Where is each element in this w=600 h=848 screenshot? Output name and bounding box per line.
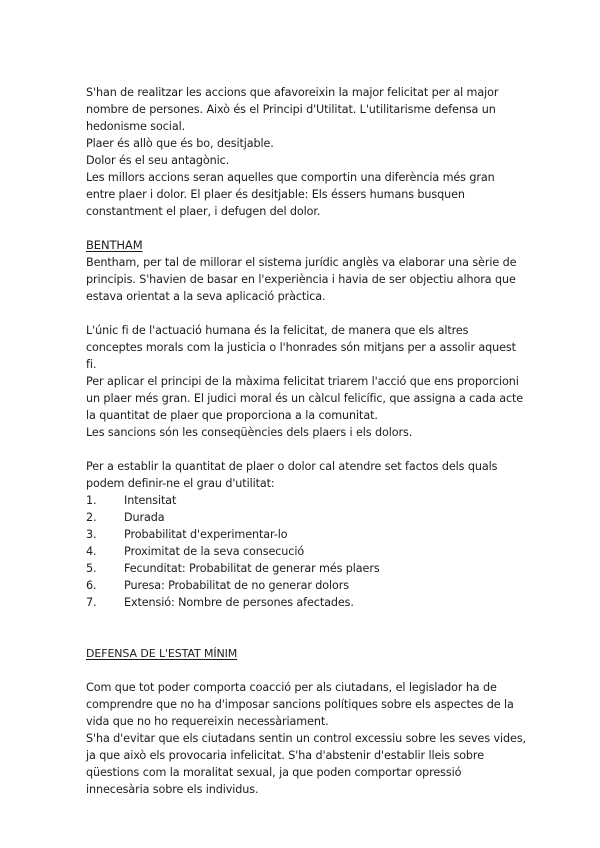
list-item: 4. Proximitat de la seva consecució <box>86 545 305 558</box>
intro-paragraph-1: S'han de realitzar les accions que afavoreixin la major felicitat per al major nombre de persones. Això és el Principi d'Utilitat. L'utilitarisme defensa un hedonisme social. <box>86 86 499 133</box>
list-item: 2. Durada <box>86 511 165 524</box>
bentham-heading: BENTHAM <box>86 238 143 252</box>
list-item: 3. Probabilitat d'experimentar-lo <box>86 528 288 541</box>
intro-paragraph-4: Les millors accions seran aquelles que comportin una diferència més gran entre plaer i dolor. El plaer és desitjable: Els éssers humans busquen constantment el plaer, i defugen del dolor. <box>86 171 495 218</box>
estat-minim-paragraph-1: Com que tot poder comporta coacció per als ciutadans, el legislador ha de comprendre que no ha d'imposar sancions polítiques sobre els aspectes de la vida que no ho requereixin necessàriament. <box>86 681 514 728</box>
estat-minim-paragraph-2: S'ha d'evitar que els ciutadans sentin un control excessiu sobre les seves vides, ja que això els provocaria infelicitat. S'ha d'abstenir d'establir lleis sobre qüestions com la moralitat sexual, ja que poden comportar opressió innecesària sobre els individus. <box>86 732 527 796</box>
list-item: 5. Fecunditat: Probabilitat de generar més plaers <box>86 562 380 575</box>
bentham-paragraph-2c: Les sancions són les conseqüències dels plaers i els dolors. <box>86 426 413 439</box>
intro-paragraph-3: Dolor és el seu antagònic. <box>86 154 230 167</box>
estat-minim-heading: DEFENSA DE L'ESTAT MÍNIM <box>86 647 238 660</box>
list-item: 1. Intensitat <box>86 494 177 507</box>
list-item: 7. Extensió: Nombre de persones afectades. <box>86 596 354 609</box>
bentham-paragraph-1: Bentham, per tal de millorar el sistema jurídic anglès va elaborar una sèrie de principis. S'havien de basar en l'experiència i havia de ser objectiu alhora que estava orientat a la seva aplicació pràctica. <box>86 256 517 303</box>
utility-factors-list <box>86 492 526 611</box>
bentham-paragraph-3: Per a establir la quantitat de plaer o dolor cal atendre set factos dels quals podem definir-ne el grau d'utilitat: <box>86 460 498 490</box>
intro-paragraph-2: Plaer és allò que és bo, desitjable. <box>86 137 274 150</box>
bentham-paragraph-2b: Per aplicar el principi de la màxima felicitat triarem l'acció que ens proporcioni un plaer més gran. El judici moral és un càlcul felicífic, que assigna a cada acte la quantitat de plaer que proporciona a la comunitat. <box>86 375 524 422</box>
list-item: 6. Puresa: Probabilitat de no generar dolors <box>86 579 350 592</box>
document-page <box>86 84 526 798</box>
bentham-paragraph-2a: L'únic fi de l'actuació humana és la felicitat, de manera que els altres conceptes morals com la justicia o l'honrades són mitjans per a assolir aquest fi. <box>86 324 516 371</box>
